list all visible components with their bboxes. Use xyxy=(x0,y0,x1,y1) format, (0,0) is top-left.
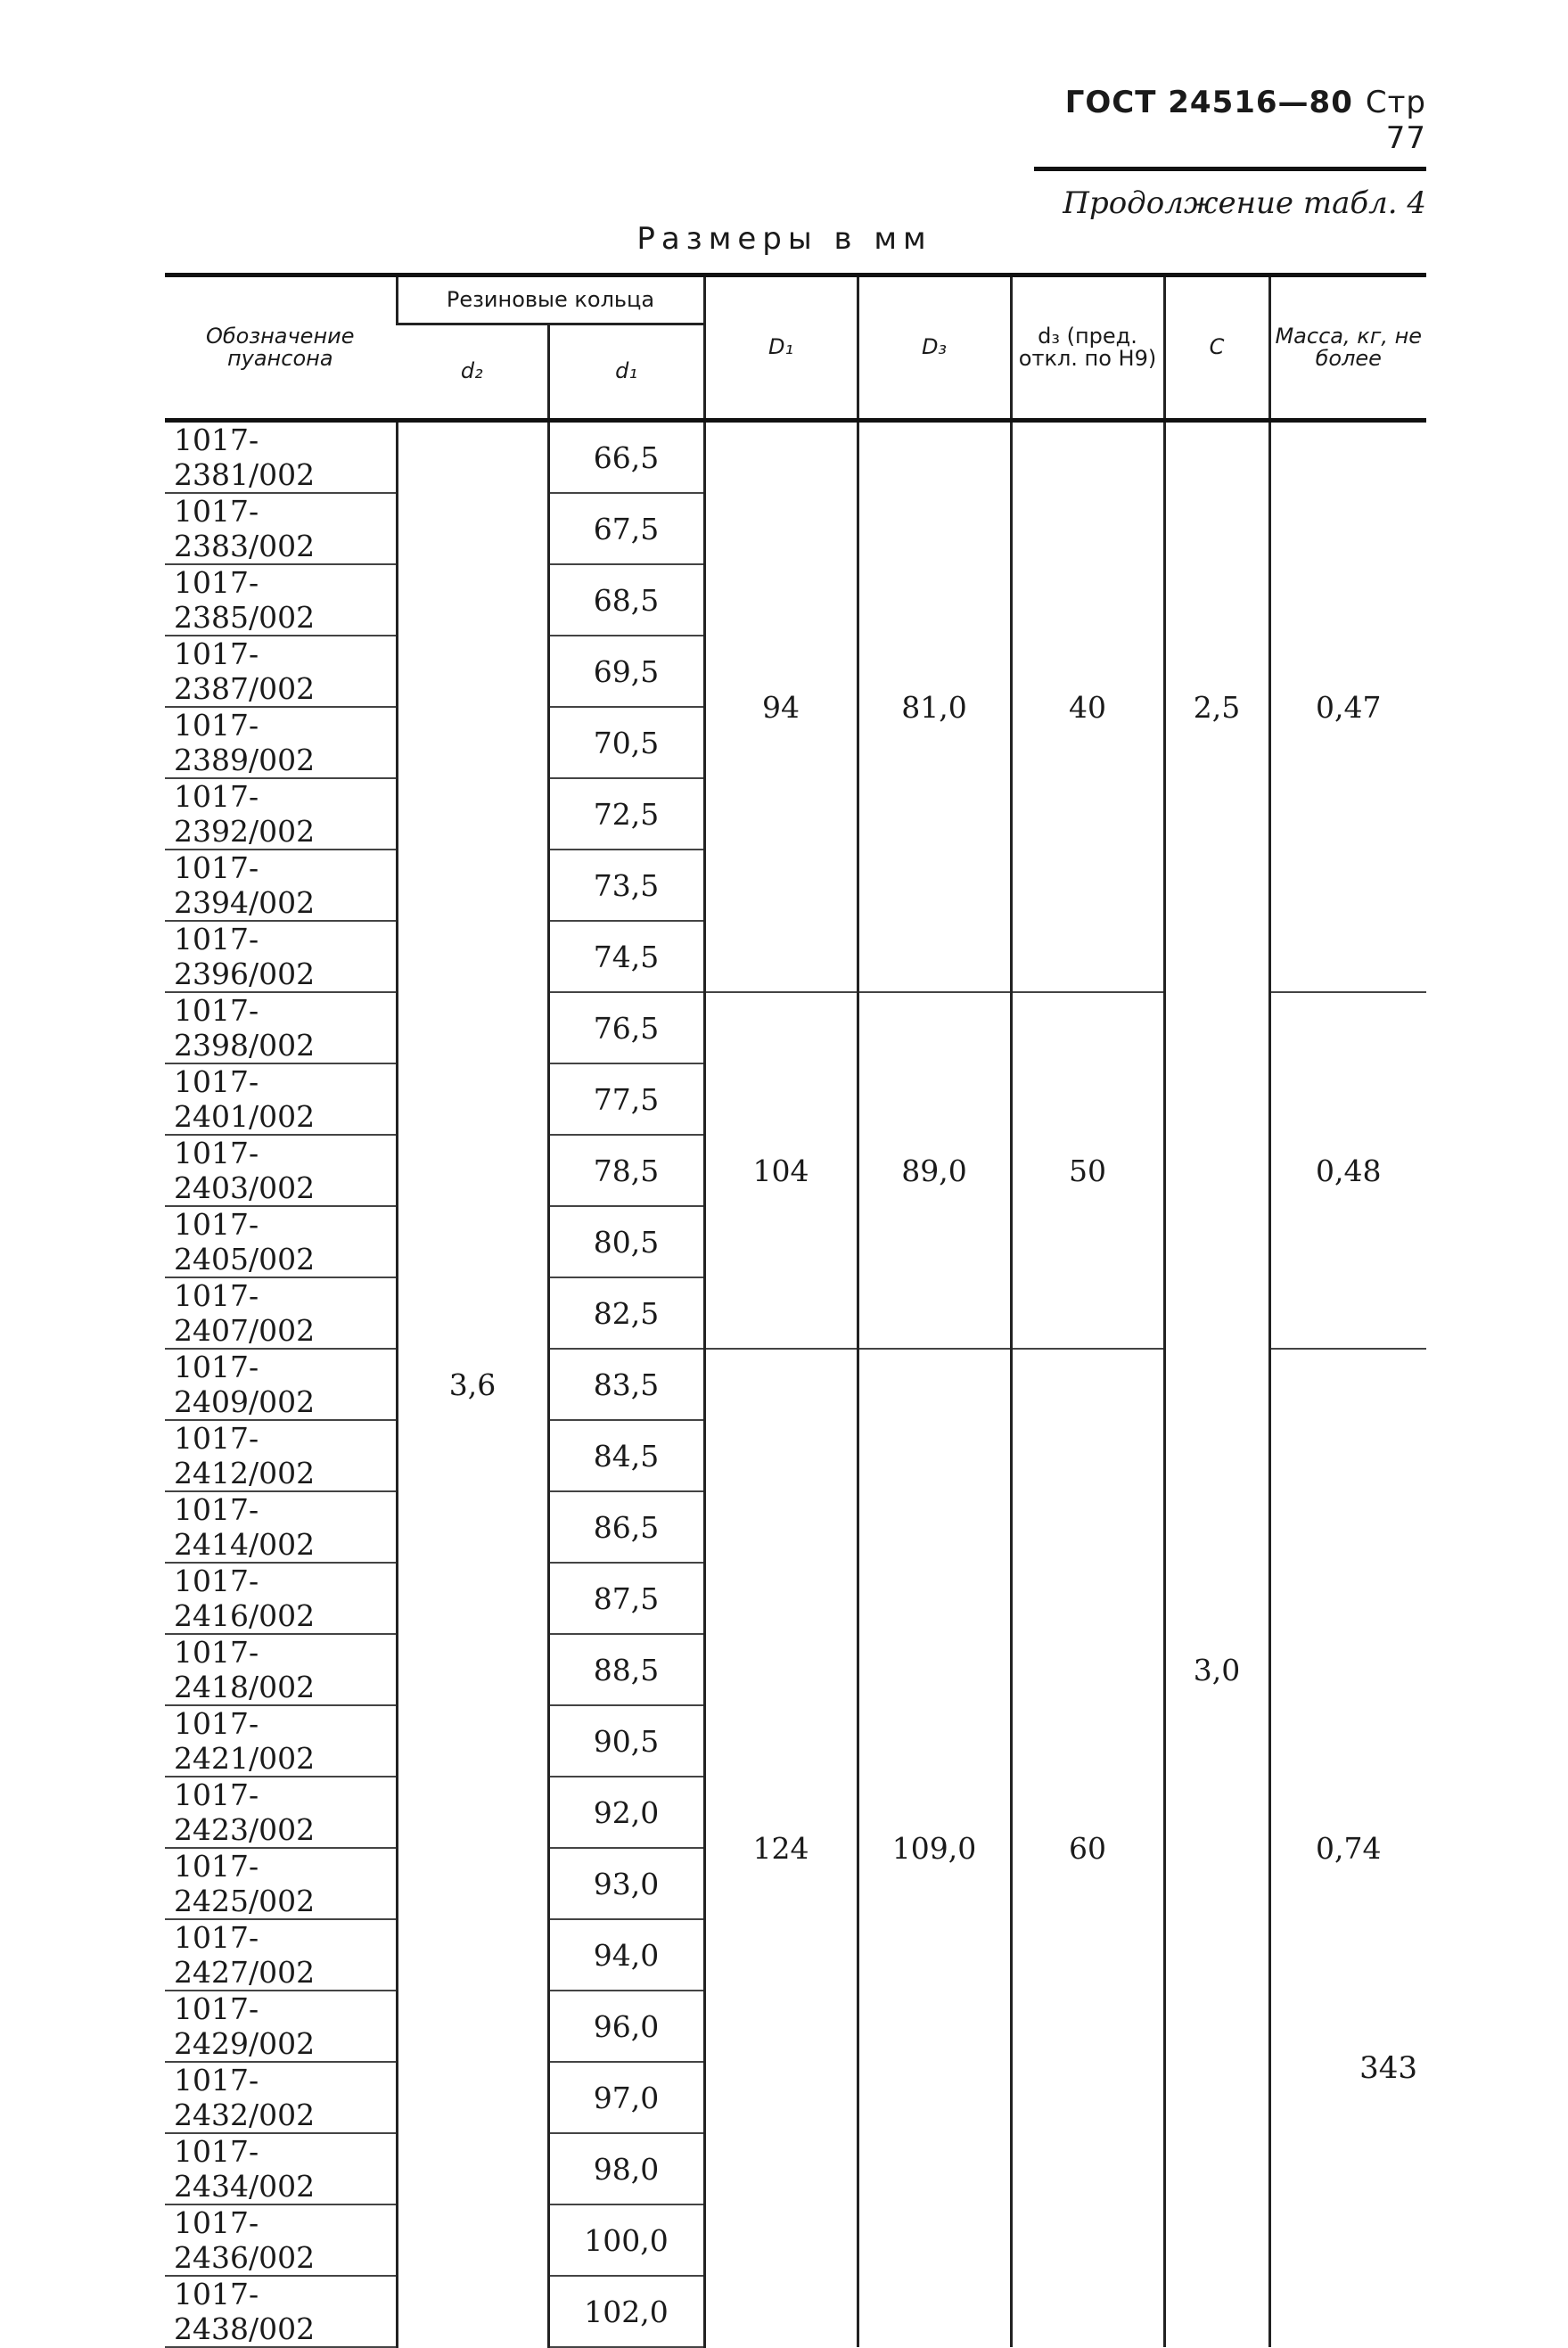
designation-cell: 1017-2436/002 xyxy=(165,2204,397,2276)
D3-cell: 81,0 xyxy=(858,421,1011,993)
designation-cell: 1017-2409/002 xyxy=(165,1349,397,1420)
d1-cell: 69,5 xyxy=(548,636,704,707)
D3-cell: 109,0 xyxy=(858,1349,1011,2347)
d1-cell: 88,5 xyxy=(548,1634,704,1705)
d3-cell: 60 xyxy=(1011,1349,1164,2347)
col-rubber-rings: Резиновые кольца xyxy=(397,275,704,324)
col-D1: D₁ xyxy=(704,275,858,421)
designation-cell: 1017-2385/002 xyxy=(165,564,397,636)
d1-cell: 86,5 xyxy=(548,1491,704,1563)
D1-cell: 124 xyxy=(704,1349,858,2347)
d1-cell: 102,0 xyxy=(548,2276,704,2347)
C-cell: 2,5 xyxy=(1164,421,1269,993)
d1-cell: 87,5 xyxy=(548,1563,704,1634)
col-C: C xyxy=(1164,275,1269,421)
designation-cell: 1017-2398/002 xyxy=(165,992,397,1063)
designation-cell: 1017-2389/002 xyxy=(165,707,397,778)
standard-code: ГОСТ 24516—80 xyxy=(1064,85,1353,120)
designation-cell: 1017-2412/002 xyxy=(165,1420,397,1491)
designation-cell: 1017-2381/002 xyxy=(165,421,397,494)
col-d2: d₂ xyxy=(397,324,548,421)
d1-cell: 90,5 xyxy=(548,1705,704,1777)
d1-cell: 80,5 xyxy=(548,1206,704,1277)
designation-cell: 1017-2383/002 xyxy=(165,493,397,564)
d1-cell: 74,5 xyxy=(548,921,704,992)
col-d1: d₁ xyxy=(548,324,704,421)
D1-cell: 94 xyxy=(704,421,858,993)
designation-cell: 1017-2423/002 xyxy=(165,1777,397,1848)
d1-cell: 83,5 xyxy=(548,1349,704,1420)
d1-cell: 98,0 xyxy=(548,2133,704,2204)
d1-cell: 76,5 xyxy=(548,992,704,1063)
designation-cell: 1017-2416/002 xyxy=(165,1563,397,1634)
designation-cell: 1017-2438/002 xyxy=(165,2276,397,2347)
d1-cell: 72,5 xyxy=(548,778,704,850)
designation-cell: 1017-2392/002 xyxy=(165,778,397,850)
d1-cell: 100,0 xyxy=(548,2204,704,2276)
d1-cell: 82,5 xyxy=(548,1277,704,1349)
d3-cell: 50 xyxy=(1011,992,1164,1349)
mass-cell: 0,48 xyxy=(1269,992,1426,1349)
d1-cell: 97,0 xyxy=(548,2062,704,2133)
designation-cell: 1017-2403/002 xyxy=(165,1135,397,1206)
d1-cell: 66,5 xyxy=(548,421,704,494)
d1-cell: 96,0 xyxy=(548,1991,704,2062)
units-caption: Размеры в мм xyxy=(636,221,932,257)
mass-cell: 0,74 xyxy=(1269,1349,1426,2347)
d1-cell: 92,0 xyxy=(548,1777,704,1848)
designation-cell: 1017-2414/002 xyxy=(165,1491,397,1563)
designation-cell: 1017-2429/002 xyxy=(165,1991,397,2062)
d1-cell: 77,5 xyxy=(548,1063,704,1135)
designation-cell: 1017-2394/002 xyxy=(165,850,397,921)
D1-cell: 104 xyxy=(704,992,858,1349)
d1-cell: 70,5 xyxy=(548,707,704,778)
designation-cell: 1017-2427/002 xyxy=(165,1919,397,1991)
d2-cell: 3,6 xyxy=(397,421,548,2348)
designation-cell: 1017-2418/002 xyxy=(165,1634,397,1705)
d3-cell: 40 xyxy=(1011,421,1164,993)
table-row xyxy=(165,992,1426,1063)
col-D3: D₃ xyxy=(858,275,1011,421)
D3-cell: 89,0 xyxy=(858,992,1011,1349)
designation-cell: 1017-2421/002 xyxy=(165,1705,397,1777)
d1-cell: 68,5 xyxy=(548,564,704,636)
col-designation: Обозначение пуансона xyxy=(165,275,397,421)
col-d3: d₃ (пред. откл. по H9) xyxy=(1011,275,1164,421)
d1-cell: 93,0 xyxy=(548,1848,704,1919)
d1-cell: 67,5 xyxy=(548,493,704,564)
page-number: 343 xyxy=(1359,2050,1417,2086)
page-label: Стр 77 xyxy=(1365,85,1426,156)
designation-cell: 1017-2405/002 xyxy=(165,1206,397,1277)
d1-cell: 78,5 xyxy=(548,1135,704,1206)
punch-dimensions-table xyxy=(165,273,1426,2348)
designation-cell: 1017-2401/002 xyxy=(165,1063,397,1135)
page-header xyxy=(1034,85,1426,171)
d1-cell: 84,5 xyxy=(548,1420,704,1491)
d1-cell: 73,5 xyxy=(548,850,704,921)
col-mass: Масса, кг, не более xyxy=(1269,275,1426,421)
mass-cell: 0,47 xyxy=(1269,421,1426,993)
designation-cell: 1017-2387/002 xyxy=(165,636,397,707)
designation-cell: 1017-2432/002 xyxy=(165,2062,397,2133)
designation-cell: 1017-2434/002 xyxy=(165,2133,397,2204)
table-row xyxy=(165,421,1426,494)
d1-cell: 94,0 xyxy=(548,1919,704,1991)
C-cell: 3,0 xyxy=(1164,992,1269,2347)
table-body xyxy=(165,421,1426,2348)
designation-cell: 1017-2396/002 xyxy=(165,921,397,992)
designation-cell: 1017-2407/002 xyxy=(165,1277,397,1349)
designation-cell: 1017-2425/002 xyxy=(165,1848,397,1919)
table-continuation-note: Продолжение табл. 4 xyxy=(1063,185,1426,221)
